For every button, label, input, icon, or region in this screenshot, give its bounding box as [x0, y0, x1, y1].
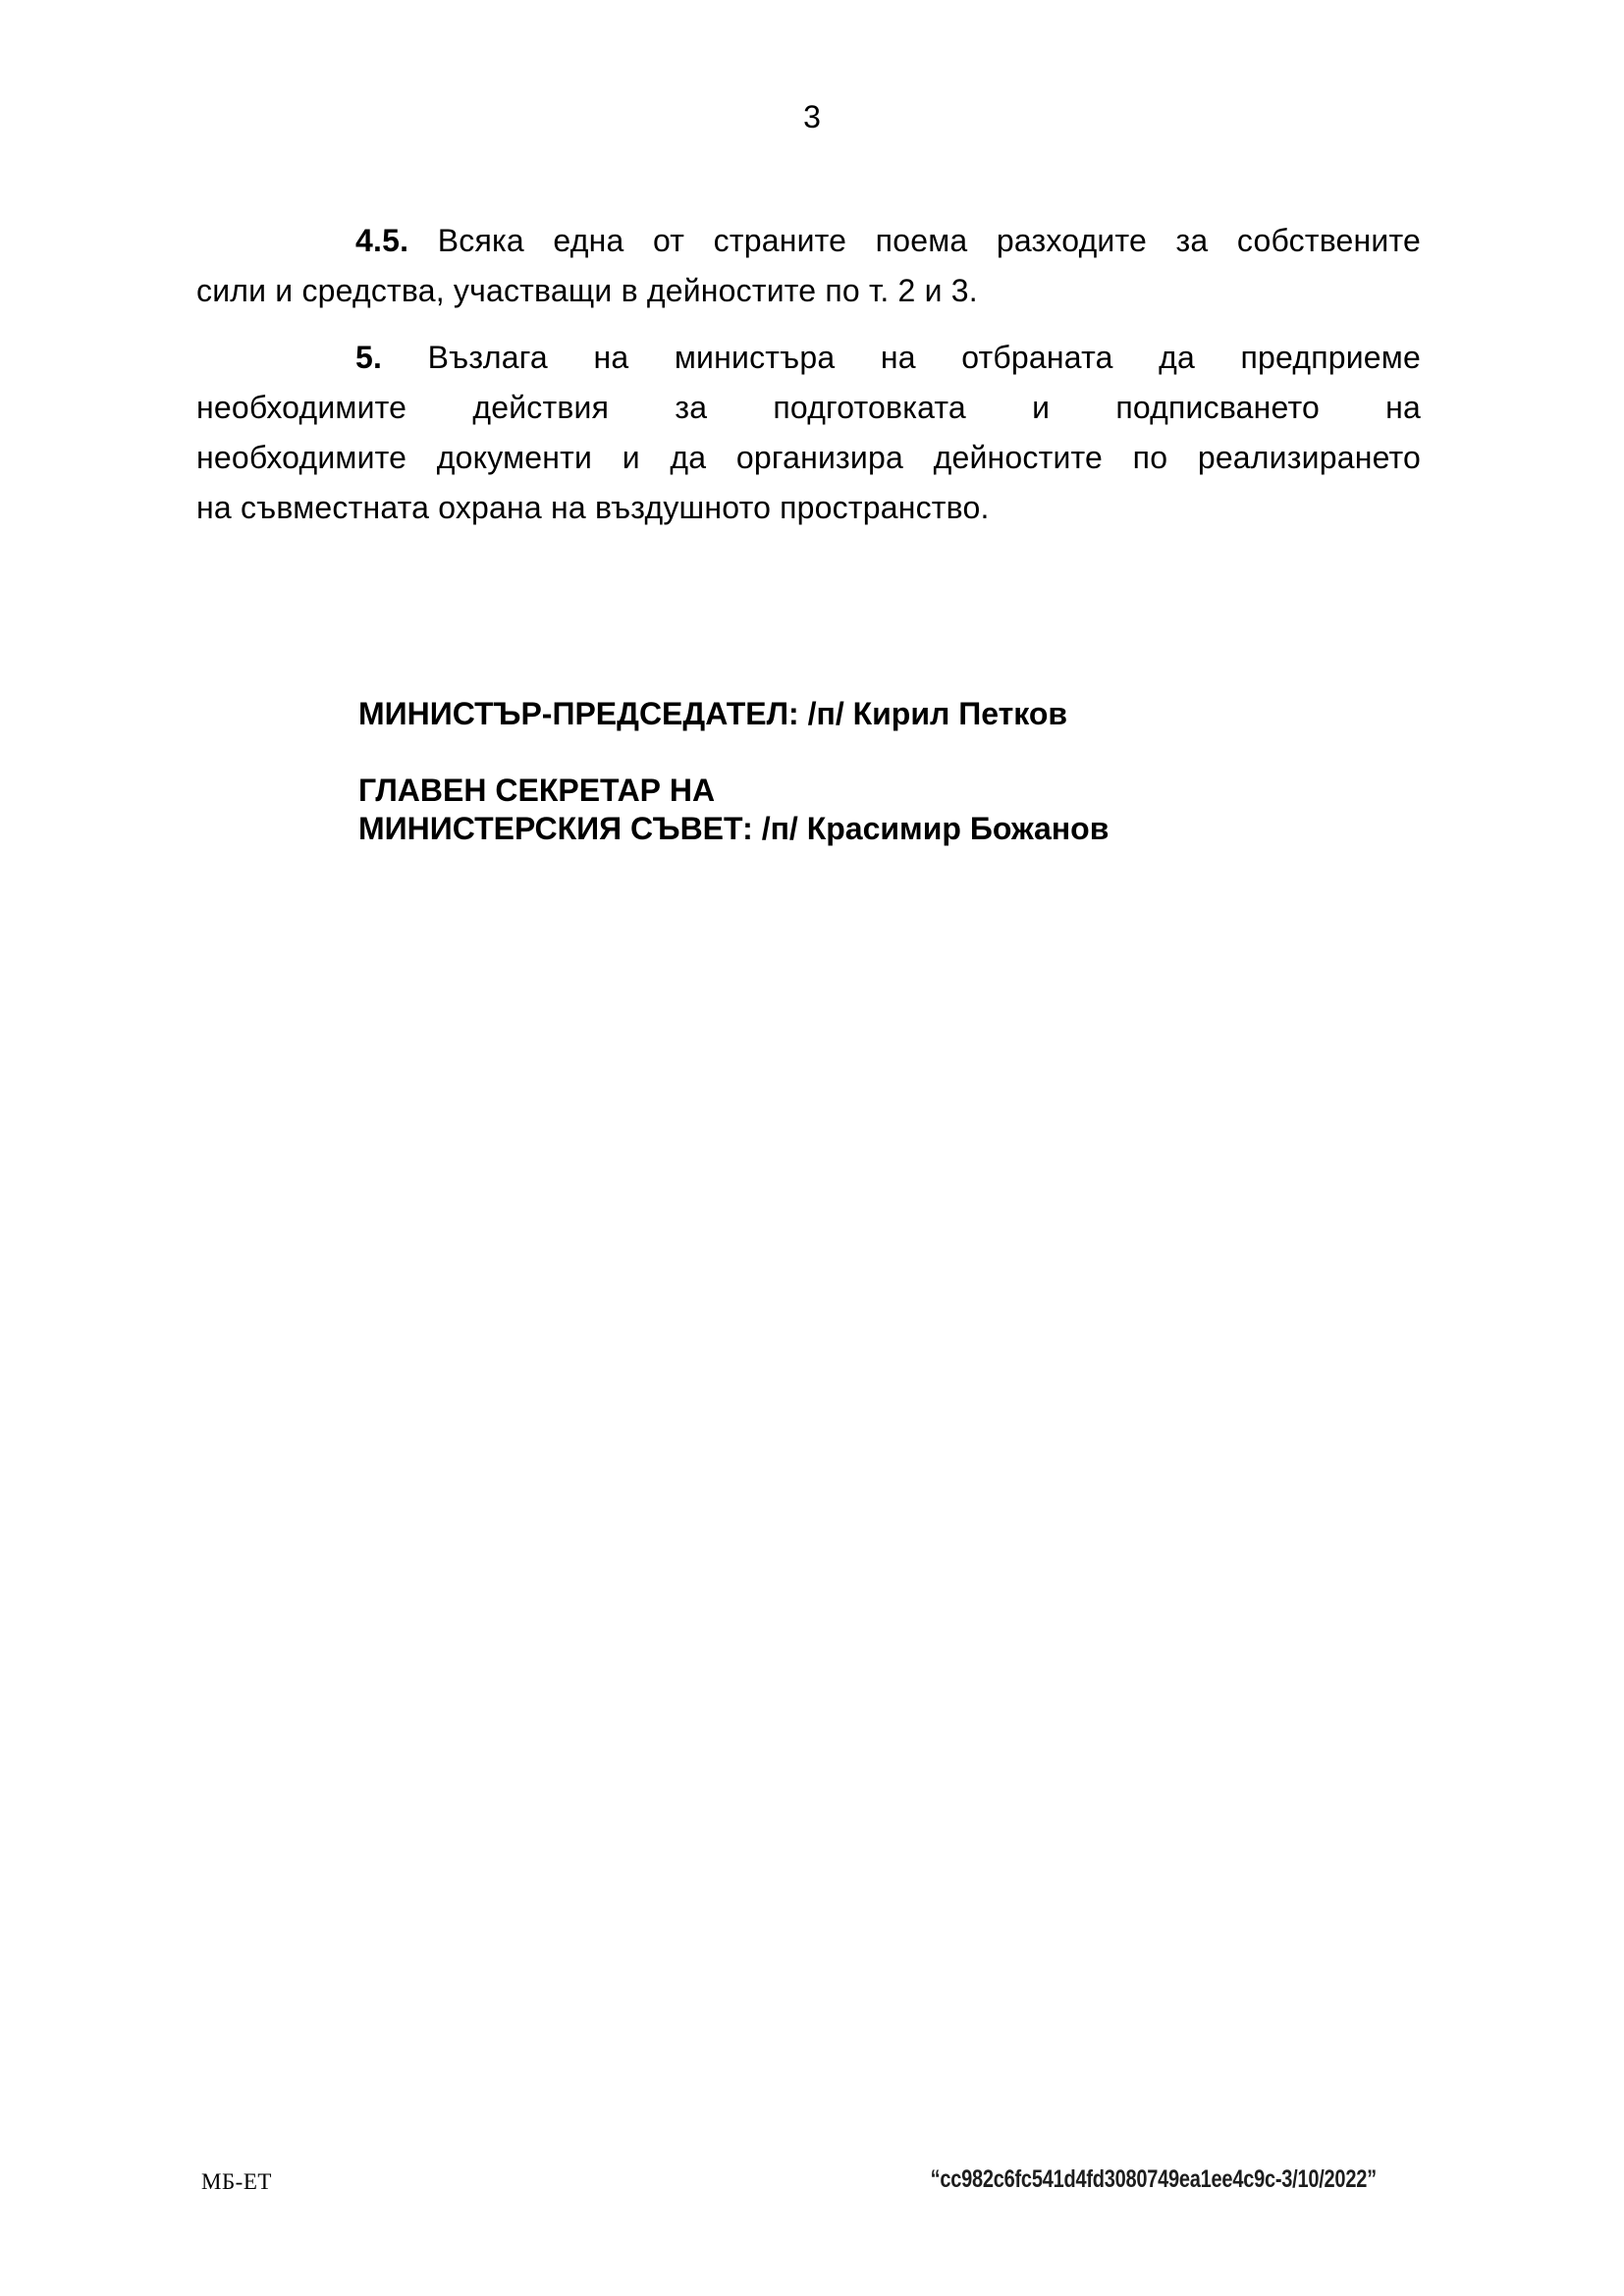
paragraph-5-line-2: необходимите действия за подготовката и подписването на: [196, 390, 1421, 425]
secretary-signature-line: [358, 810, 1109, 848]
paragraph-5: [196, 333, 1421, 533]
signature-spacer: [358, 733, 1109, 772]
secretary-title-line-2: МИНИСТЕРСКИЯ СЪВЕТ:: [358, 811, 753, 846]
paragraph-4-5: [196, 216, 1421, 316]
signature-block: [358, 695, 1109, 848]
prime-minister-title: МИНИСТЪР-ПРЕДСЕДАТЕЛ:: [358, 696, 799, 731]
secretary-signed-by: /п/ Красимир Божанов: [761, 811, 1110, 846]
paragraph-4-5-line-2: сили и средства, участващи в дейностите по т. 2 и 3.: [196, 273, 978, 308]
secretary-title-line-1: ГЛАВЕН СЕКРЕТАР НА: [358, 773, 716, 808]
paragraph-5-line-4: на съвместната охрана на въздушното пространство.: [196, 490, 990, 525]
footer-document-ref: МБ-ЕТ: [201, 2169, 272, 2194]
paragraph-4-5-text: Всяка една от страните поема разходите за собствените: [437, 223, 1421, 258]
paragraph-5-text: Възлага на министъра на отбраната да предприеме: [427, 340, 1421, 375]
page-number: 3: [803, 99, 821, 134]
paragraph-5-line-1: [196, 333, 1421, 383]
prime-minister-signature-line: [358, 695, 1109, 733]
paragraph-4-5-line-1: [196, 216, 1421, 266]
paragraph-4-5-number: 4.5.: [355, 223, 409, 258]
footer-hash-stamp: “cc982c6fc541d4fd3080749ea1ee4c9c-3/10/2022”: [930, 2165, 1377, 2193]
prime-minister-signed-by: /п/ Кирил Петков: [807, 696, 1068, 731]
paragraph-5-line-3: необходимите документи и да организира дейностите по реализирането: [196, 440, 1421, 475]
paragraph-5-number: 5.: [355, 340, 383, 375]
